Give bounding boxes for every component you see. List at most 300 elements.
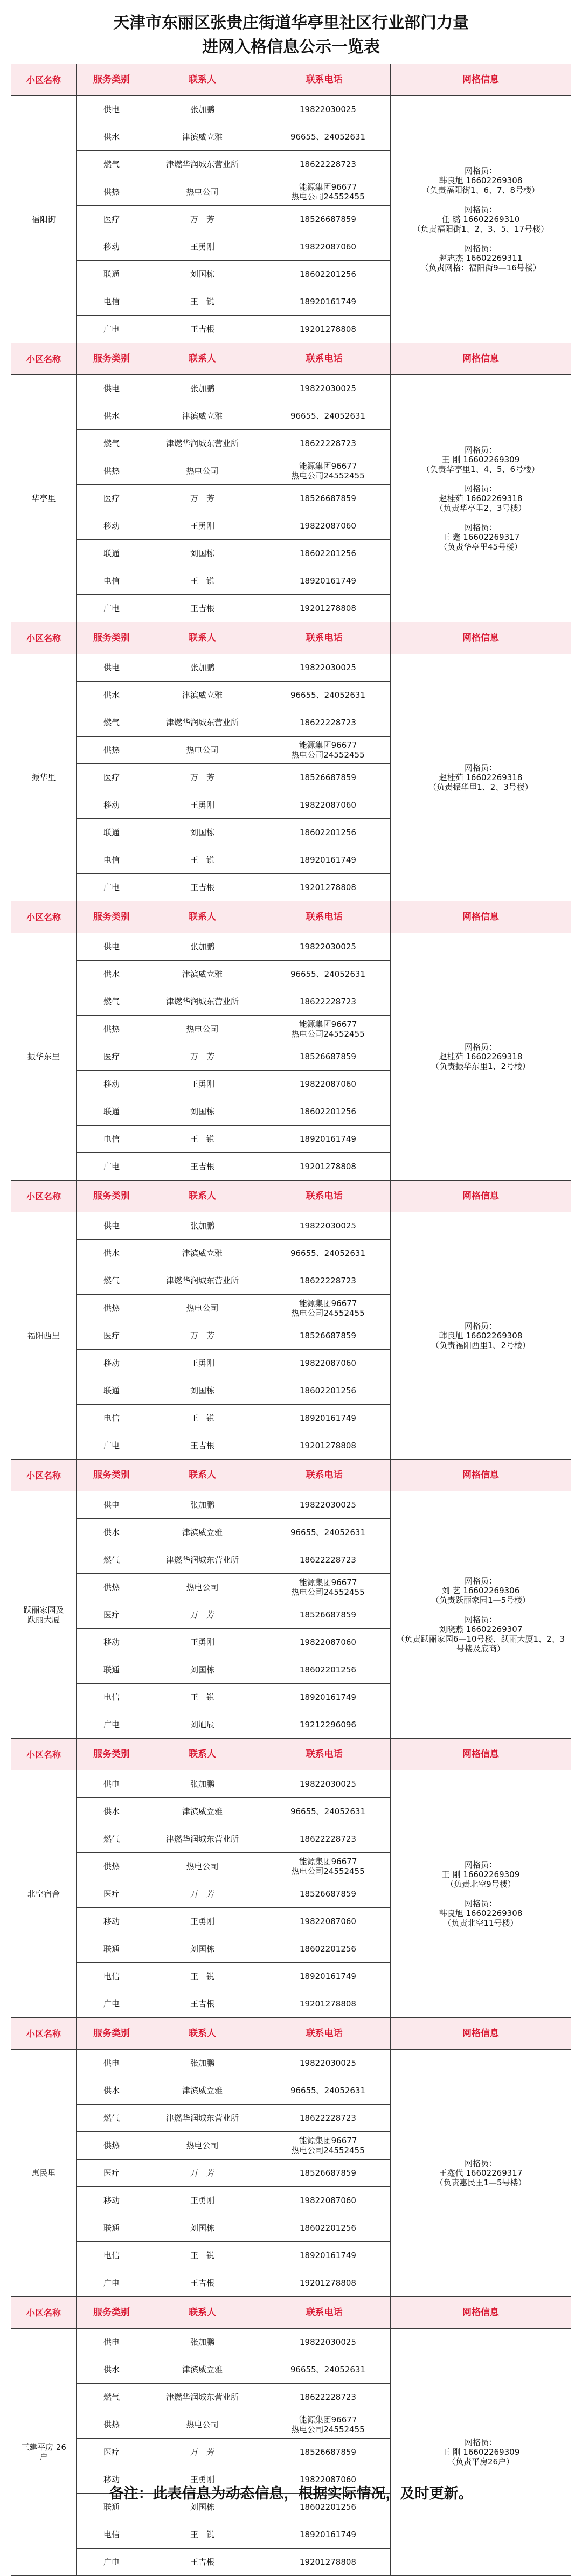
phone-cell: 18920161749 xyxy=(258,1963,391,1990)
contact-cell: 热电公司 xyxy=(147,1574,258,1601)
phone-cell: 能源集团96677 热电公司24552455 xyxy=(258,457,391,485)
contact-cell: 津燃华润城东营业所 xyxy=(147,988,258,1016)
phone-cell: 能源集团96677 热电公司24552455 xyxy=(258,1574,391,1601)
phone-cell: 18602201256 xyxy=(258,2494,391,2521)
contact-cell: 热电公司 xyxy=(147,178,258,206)
header-name-cell: 小区名称 xyxy=(11,2018,77,2050)
contact-cell: 热电公司 xyxy=(147,1853,258,1880)
grid-info-cell: 网格员： 王 刚 16602269309 （负责华亭里1、4、5、6号楼） 网格员： 赵桂茹 16602269318 （负责华亭里2、3号楼） 网格员： 王 鑫 16602269317 （负责华亭里45号楼） xyxy=(391,375,571,622)
service-type-cell: 燃气 xyxy=(77,151,147,178)
service-type-cell: 燃气 xyxy=(77,2384,147,2411)
header-contact-cell: 联系人 xyxy=(147,1181,258,1212)
service-type-cell: 燃气 xyxy=(77,1825,147,1853)
contact-cell: 张加鹏 xyxy=(147,1212,258,1240)
title-line-2: 进网入格信息公示一览表 xyxy=(202,38,380,57)
header-phone-cell: 联系电话 xyxy=(258,2018,391,2050)
contact-cell: 刘国栋 xyxy=(147,1935,258,1963)
service-type-cell: 联通 xyxy=(77,1377,147,1405)
phone-cell: 18920161749 xyxy=(258,846,391,874)
phone-cell: 96655、24052631 xyxy=(258,123,391,151)
contact-cell: 刘国栋 xyxy=(147,540,258,567)
header-name-cell: 小区名称 xyxy=(11,1739,77,1770)
table-row xyxy=(11,1212,571,1240)
header-phone-cell: 联系电话 xyxy=(258,622,391,654)
contact-cell: 王 锐 xyxy=(147,567,258,595)
phone-cell: 18526687859 xyxy=(258,1322,391,1350)
phone-cell: 19822030025 xyxy=(258,1212,391,1240)
service-type-cell: 广电 xyxy=(77,595,147,622)
area-name-cell: 福阳西里 xyxy=(11,1212,77,1460)
service-type-cell: 供热 xyxy=(77,2411,147,2439)
phone-cell: 18920161749 xyxy=(258,2242,391,2269)
area-name-cell: 华亭里 xyxy=(11,375,77,622)
contact-cell: 王 锐 xyxy=(147,1405,258,1432)
contact-cell: 万 芳 xyxy=(147,1322,258,1350)
contact-cell: 王吉根 xyxy=(147,2549,258,2576)
table-row xyxy=(11,1770,571,1798)
service-type-cell: 联通 xyxy=(77,1935,147,1963)
phone-cell: 能源集团96677 热电公司24552455 xyxy=(258,1295,391,1322)
phone-cell: 19201278808 xyxy=(258,1990,391,2018)
service-type-cell: 移动 xyxy=(77,233,147,261)
service-type-cell: 供电 xyxy=(77,2050,147,2077)
contact-cell: 王勇刚 xyxy=(147,512,258,540)
phone-cell: 19201278808 xyxy=(258,874,391,901)
phone-cell: 18622228723 xyxy=(258,2384,391,2411)
service-type-cell: 广电 xyxy=(77,2269,147,2297)
service-type-cell: 医疗 xyxy=(77,1601,147,1629)
contact-cell: 热电公司 xyxy=(147,2132,258,2160)
phone-cell: 18602201256 xyxy=(258,261,391,288)
phone-cell: 18920161749 xyxy=(258,2521,391,2549)
phone-cell: 19822030025 xyxy=(258,96,391,123)
contact-cell: 津燃华润城东营业所 xyxy=(147,1267,258,1295)
service-type-cell: 电信 xyxy=(77,846,147,874)
service-type-cell: 医疗 xyxy=(77,764,147,791)
contact-cell: 刘国栋 xyxy=(147,1377,258,1405)
contact-cell: 热电公司 xyxy=(147,1016,258,1043)
contact-cell: 王勇刚 xyxy=(147,1629,258,1656)
service-type-cell: 医疗 xyxy=(77,2160,147,2187)
service-type-cell: 燃气 xyxy=(77,2105,147,2132)
contact-cell: 张加鹏 xyxy=(147,1491,258,1519)
service-type-cell: 移动 xyxy=(77,1071,147,1098)
contact-cell: 热电公司 xyxy=(147,737,258,764)
service-type-cell: 电信 xyxy=(77,567,147,595)
phone-cell: 能源集团96677 热电公司24552455 xyxy=(258,2411,391,2439)
header-phone-cell: 联系电话 xyxy=(258,1739,391,1770)
header-type-cell: 服务类别 xyxy=(77,901,147,933)
header-type-cell: 服务类别 xyxy=(77,2018,147,2050)
phone-cell: 96655、24052631 xyxy=(258,1519,391,1546)
contact-cell: 王勇刚 xyxy=(147,1350,258,1377)
service-type-cell: 供热 xyxy=(77,1295,147,1322)
service-type-cell: 医疗 xyxy=(77,1322,147,1350)
contact-cell: 王 锐 xyxy=(147,2242,258,2269)
phone-cell: 18526687859 xyxy=(258,1880,391,1908)
contact-cell: 万 芳 xyxy=(147,206,258,233)
contact-cell: 刘国栋 xyxy=(147,1656,258,1684)
section-header-row xyxy=(11,622,571,654)
phone-cell: 19822030025 xyxy=(258,933,391,961)
phone-cell: 19822087060 xyxy=(258,1350,391,1377)
section-header-row xyxy=(11,1181,571,1212)
contact-cell: 津滨威立雅 xyxy=(147,1240,258,1267)
service-type-cell: 供热 xyxy=(77,178,147,206)
header-contact-cell: 联系人 xyxy=(147,2297,258,2329)
service-type-cell: 移动 xyxy=(77,1629,147,1656)
phone-cell: 18920161749 xyxy=(258,1684,391,1711)
phone-cell: 能源集团96677 热电公司24552455 xyxy=(258,737,391,764)
header-grid-cell: 网格信息 xyxy=(391,343,571,375)
service-type-cell: 供水 xyxy=(77,1519,147,1546)
contact-cell: 万 芳 xyxy=(147,2160,258,2187)
phone-cell: 19822087060 xyxy=(258,2187,391,2214)
contact-cell: 张加鹏 xyxy=(147,933,258,961)
phone-cell: 96655、24052631 xyxy=(258,961,391,988)
contact-cell: 张加鹏 xyxy=(147,2329,258,2356)
service-type-cell: 电信 xyxy=(77,1126,147,1153)
phone-cell: 96655、24052631 xyxy=(258,2077,391,2105)
contact-cell: 津滨威立雅 xyxy=(147,402,258,430)
phone-cell: 19822030025 xyxy=(258,2329,391,2356)
contact-cell: 刘国栋 xyxy=(147,819,258,846)
phone-cell: 18526687859 xyxy=(258,2439,391,2466)
header-contact-cell: 联系人 xyxy=(147,622,258,654)
phone-cell: 18526687859 xyxy=(258,1601,391,1629)
header-phone-cell: 联系电话 xyxy=(258,2297,391,2329)
grid-info-cell: 网格员： 王鑫代 16602269317 （负责惠民里1—5号楼） xyxy=(391,2050,571,2297)
service-type-cell: 电信 xyxy=(77,288,147,316)
contact-cell: 王 锐 xyxy=(147,1963,258,1990)
contact-cell: 张加鹏 xyxy=(147,1770,258,1798)
service-type-cell: 供热 xyxy=(77,737,147,764)
phone-cell: 能源集团96677 热电公司24552455 xyxy=(258,1016,391,1043)
service-type-cell: 供水 xyxy=(77,961,147,988)
header-name-cell: 小区名称 xyxy=(11,343,77,375)
header-type-cell: 服务类别 xyxy=(77,64,147,96)
contact-cell: 津燃华润城东营业所 xyxy=(147,1546,258,1574)
service-type-cell: 联通 xyxy=(77,540,147,567)
service-type-cell: 医疗 xyxy=(77,206,147,233)
contact-cell: 津滨威立雅 xyxy=(147,961,258,988)
phone-cell: 能源集团96677 热电公司24552455 xyxy=(258,1853,391,1880)
phone-cell: 19822087060 xyxy=(258,791,391,819)
contact-cell: 张加鹏 xyxy=(147,375,258,402)
header-phone-cell: 联系电话 xyxy=(258,1460,391,1491)
contact-cell: 王勇刚 xyxy=(147,1071,258,1098)
contact-cell: 王勇刚 xyxy=(147,1908,258,1935)
service-type-cell: 供电 xyxy=(77,96,147,123)
header-phone-cell: 联系电话 xyxy=(258,343,391,375)
phone-cell: 18526687859 xyxy=(258,485,391,512)
phone-cell: 18526687859 xyxy=(258,206,391,233)
service-type-cell: 移动 xyxy=(77,1350,147,1377)
contact-cell: 王吉根 xyxy=(147,874,258,901)
service-type-cell: 广电 xyxy=(77,2549,147,2576)
contact-cell: 刘国栋 xyxy=(147,2494,258,2521)
phone-cell: 18602201256 xyxy=(258,819,391,846)
service-type-cell: 联通 xyxy=(77,2214,147,2242)
contact-cell: 刘国栋 xyxy=(147,2214,258,2242)
header-name-cell: 小区名称 xyxy=(11,1460,77,1491)
phone-cell: 19822030025 xyxy=(258,2050,391,2077)
phone-cell: 18622228723 xyxy=(258,709,391,737)
phone-cell: 18622228723 xyxy=(258,1825,391,1853)
phone-cell: 18602201256 xyxy=(258,1935,391,1963)
contact-cell: 津滨威立雅 xyxy=(147,1519,258,1546)
service-type-cell: 供电 xyxy=(77,375,147,402)
contact-cell: 热电公司 xyxy=(147,1295,258,1322)
section-header-row xyxy=(11,1739,571,1770)
service-type-cell: 供水 xyxy=(77,2077,147,2105)
phone-cell: 19822030025 xyxy=(258,654,391,682)
area-name-cell: 惠民里 xyxy=(11,2050,77,2297)
header-phone-cell: 联系电话 xyxy=(258,901,391,933)
service-type-cell: 联通 xyxy=(77,1656,147,1684)
phone-cell: 19822087060 xyxy=(258,1629,391,1656)
info-table xyxy=(11,64,571,2576)
table-row xyxy=(11,654,571,682)
phone-cell: 19822087060 xyxy=(258,1071,391,1098)
grid-info-cell: 网格员： 韩良旭 16602269308 （负责福阳西里1、2号楼） xyxy=(391,1212,571,1460)
contact-cell: 津滨威立雅 xyxy=(147,2077,258,2105)
service-type-cell: 供水 xyxy=(77,682,147,709)
section-header-row xyxy=(11,2297,571,2329)
table-row xyxy=(11,96,571,123)
area-name-cell: 福阳街 xyxy=(11,96,77,343)
header-contact-cell: 联系人 xyxy=(147,1739,258,1770)
service-type-cell: 供热 xyxy=(77,1574,147,1601)
phone-cell: 19822030025 xyxy=(258,375,391,402)
contact-cell: 万 芳 xyxy=(147,764,258,791)
phone-cell: 18622228723 xyxy=(258,2105,391,2132)
header-type-cell: 服务类别 xyxy=(77,1181,147,1212)
header-phone-cell: 联系电话 xyxy=(258,64,391,96)
phone-cell: 能源集团96677 热电公司24552455 xyxy=(258,178,391,206)
service-type-cell: 供热 xyxy=(77,2132,147,2160)
phone-cell: 18526687859 xyxy=(258,764,391,791)
service-type-cell: 移动 xyxy=(77,1908,147,1935)
table-row xyxy=(11,933,571,961)
phone-cell: 19201278808 xyxy=(258,1432,391,1460)
service-type-cell: 广电 xyxy=(77,874,147,901)
service-type-cell: 电信 xyxy=(77,1963,147,1990)
service-type-cell: 供热 xyxy=(77,1016,147,1043)
service-type-cell: 移动 xyxy=(77,2466,147,2494)
header-type-cell: 服务类别 xyxy=(77,343,147,375)
section-header-row xyxy=(11,2018,571,2050)
phone-cell: 18526687859 xyxy=(258,1043,391,1071)
contact-cell: 王 锐 xyxy=(147,1684,258,1711)
service-type-cell: 供水 xyxy=(77,402,147,430)
table-body xyxy=(11,64,571,2576)
contact-cell: 万 芳 xyxy=(147,2439,258,2466)
service-type-cell: 移动 xyxy=(77,512,147,540)
service-type-cell: 电信 xyxy=(77,1684,147,1711)
service-type-cell: 供电 xyxy=(77,933,147,961)
contact-cell: 王 锐 xyxy=(147,1126,258,1153)
phone-cell: 19201278808 xyxy=(258,595,391,622)
service-type-cell: 医疗 xyxy=(77,1880,147,1908)
phone-cell: 19201278808 xyxy=(258,2269,391,2297)
header-contact-cell: 联系人 xyxy=(147,2018,258,2050)
contact-cell: 王 锐 xyxy=(147,288,258,316)
grid-info-cell: 网格员： 赵桂茹 16602269318 （负责振华里1、2、3号楼） xyxy=(391,654,571,901)
document-title xyxy=(0,0,582,65)
table-row xyxy=(11,375,571,402)
phone-cell: 18602201256 xyxy=(258,540,391,567)
section-header-row xyxy=(11,64,571,96)
contact-cell: 热电公司 xyxy=(147,457,258,485)
phone-cell: 18622228723 xyxy=(258,988,391,1016)
service-type-cell: 广电 xyxy=(77,316,147,343)
contact-cell: 张加鹏 xyxy=(147,2050,258,2077)
table-row xyxy=(11,2050,571,2077)
phone-cell: 19822087060 xyxy=(258,2466,391,2494)
area-name-cell: 振华东里 xyxy=(11,933,77,1181)
service-type-cell: 电信 xyxy=(77,1405,147,1432)
table-row xyxy=(11,1491,571,1519)
phone-cell: 19201278808 xyxy=(258,316,391,343)
service-type-cell: 移动 xyxy=(77,2187,147,2214)
service-type-cell: 供水 xyxy=(77,1240,147,1267)
contact-cell: 王勇刚 xyxy=(147,2187,258,2214)
phone-cell: 18526687859 xyxy=(258,2160,391,2187)
header-name-cell: 小区名称 xyxy=(11,64,77,96)
service-type-cell: 供水 xyxy=(77,1798,147,1825)
contact-cell: 刘国栋 xyxy=(147,1098,258,1126)
table-row xyxy=(11,2329,571,2356)
header-type-cell: 服务类别 xyxy=(77,1460,147,1491)
service-type-cell: 移动 xyxy=(77,791,147,819)
contact-cell: 王勇刚 xyxy=(147,233,258,261)
service-type-cell: 广电 xyxy=(77,1711,147,1739)
phone-cell: 19822087060 xyxy=(258,512,391,540)
service-type-cell: 供热 xyxy=(77,457,147,485)
contact-cell: 王 锐 xyxy=(147,846,258,874)
header-grid-cell: 网格信息 xyxy=(391,622,571,654)
area-name-cell: 北空宿舍 xyxy=(11,1770,77,2018)
header-type-cell: 服务类别 xyxy=(77,1739,147,1770)
phone-cell: 19201278808 xyxy=(258,2549,391,2576)
contact-cell: 王勇刚 xyxy=(147,791,258,819)
header-type-cell: 服务类别 xyxy=(77,622,147,654)
phone-cell: 18622228723 xyxy=(258,1546,391,1574)
contact-cell: 津燃华润城东营业所 xyxy=(147,709,258,737)
contact-cell: 津滨威立雅 xyxy=(147,682,258,709)
header-name-cell: 小区名称 xyxy=(11,1181,77,1212)
phone-cell: 18602201256 xyxy=(258,1377,391,1405)
header-grid-cell: 网格信息 xyxy=(391,1739,571,1770)
area-name-cell: 振华里 xyxy=(11,654,77,901)
service-type-cell: 供电 xyxy=(77,2329,147,2356)
header-phone-cell: 联系电话 xyxy=(258,1181,391,1212)
service-type-cell: 电信 xyxy=(77,2521,147,2549)
service-type-cell: 医疗 xyxy=(77,2439,147,2466)
phone-cell: 96655、24052631 xyxy=(258,682,391,709)
phone-cell: 96655、24052631 xyxy=(258,1240,391,1267)
section-header-row xyxy=(11,1460,571,1491)
header-name-cell: 小区名称 xyxy=(11,901,77,933)
phone-cell: 19212296096 xyxy=(258,1711,391,1739)
phone-cell: 18920161749 xyxy=(258,567,391,595)
phone-cell: 19822087060 xyxy=(258,233,391,261)
header-grid-cell: 网格信息 xyxy=(391,901,571,933)
contact-cell: 津滨威立雅 xyxy=(147,1798,258,1825)
phone-cell: 19201278808 xyxy=(258,1153,391,1181)
service-type-cell: 燃气 xyxy=(77,1546,147,1574)
contact-cell: 刘旭辰 xyxy=(147,1711,258,1739)
phone-cell: 96655、24052631 xyxy=(258,402,391,430)
contact-cell: 津燃华润城东营业所 xyxy=(147,430,258,457)
service-type-cell: 供电 xyxy=(77,1212,147,1240)
service-type-cell: 医疗 xyxy=(77,485,147,512)
service-type-cell: 供电 xyxy=(77,1491,147,1519)
grid-info-cell: 网格员： 王 刚 16602269309 （负责平房26户） xyxy=(391,2329,571,2576)
grid-info-cell: 网格员： 赵桂茹 16602269318 （负责振华东里1、2号楼） xyxy=(391,933,571,1181)
phone-cell: 18920161749 xyxy=(258,1405,391,1432)
title-line-1: 天津市东丽区张贵庄街道华亭里社区行业部门力量 xyxy=(113,13,469,32)
service-type-cell: 燃气 xyxy=(77,709,147,737)
header-contact-cell: 联系人 xyxy=(147,64,258,96)
contact-cell: 津滨威立雅 xyxy=(147,2356,258,2384)
section-header-row xyxy=(11,901,571,933)
contact-cell: 津滨威立雅 xyxy=(147,123,258,151)
header-name-cell: 小区名称 xyxy=(11,622,77,654)
phone-cell: 能源集团96677 热电公司24552455 xyxy=(258,2132,391,2160)
header-grid-cell: 网格信息 xyxy=(391,64,571,96)
phone-cell: 18602201256 xyxy=(258,2214,391,2242)
contact-cell: 张加鹏 xyxy=(147,96,258,123)
service-type-cell: 供热 xyxy=(77,1853,147,1880)
service-type-cell: 联通 xyxy=(77,819,147,846)
header-contact-cell: 联系人 xyxy=(147,901,258,933)
service-type-cell: 联通 xyxy=(77,261,147,288)
phone-cell: 18622228723 xyxy=(258,430,391,457)
contact-cell: 万 芳 xyxy=(147,485,258,512)
phone-cell: 96655、24052631 xyxy=(258,2356,391,2384)
service-type-cell: 供电 xyxy=(77,1770,147,1798)
service-type-cell: 联通 xyxy=(77,2494,147,2521)
contact-cell: 刘国栋 xyxy=(147,261,258,288)
header-contact-cell: 联系人 xyxy=(147,343,258,375)
grid-info-cell: 网格员： 韩良旭 16602269308 （负责福阳街1、6、7、8号楼） 网格员： 任 璐 16602269310 （负责福阳街1、2、3、5、17号楼） 网格员： 赵志杰 16602269311 （负责网格：福阳街9—16号楼） xyxy=(391,96,571,343)
service-type-cell: 燃气 xyxy=(77,988,147,1016)
contact-cell: 王吉根 xyxy=(147,595,258,622)
service-type-cell: 电信 xyxy=(77,2242,147,2269)
phone-cell: 18622228723 xyxy=(258,151,391,178)
phone-cell: 18602201256 xyxy=(258,1656,391,1684)
contact-cell: 王吉根 xyxy=(147,1990,258,2018)
contact-cell: 万 芳 xyxy=(147,1043,258,1071)
phone-cell: 96655、24052631 xyxy=(258,1798,391,1825)
contact-cell: 热电公司 xyxy=(147,2411,258,2439)
service-type-cell: 燃气 xyxy=(77,430,147,457)
footer-note: 备注：此表信息为动态信息，根据实际情况，及时更新。 xyxy=(109,2485,473,2502)
area-name-cell: 跃丽家园及 跃丽大厦 xyxy=(11,1491,77,1739)
contact-cell: 津燃华润城东营业所 xyxy=(147,2105,258,2132)
header-type-cell: 服务类别 xyxy=(77,2297,147,2329)
phone-cell: 19822030025 xyxy=(258,1491,391,1519)
contact-cell: 津燃华润城东营业所 xyxy=(147,1825,258,1853)
phone-cell: 18920161749 xyxy=(258,1126,391,1153)
contact-cell: 万 芳 xyxy=(147,1601,258,1629)
service-type-cell: 供电 xyxy=(77,654,147,682)
header-grid-cell: 网格信息 xyxy=(391,1181,571,1212)
phone-cell: 19822087060 xyxy=(258,1908,391,1935)
service-type-cell: 广电 xyxy=(77,1990,147,2018)
